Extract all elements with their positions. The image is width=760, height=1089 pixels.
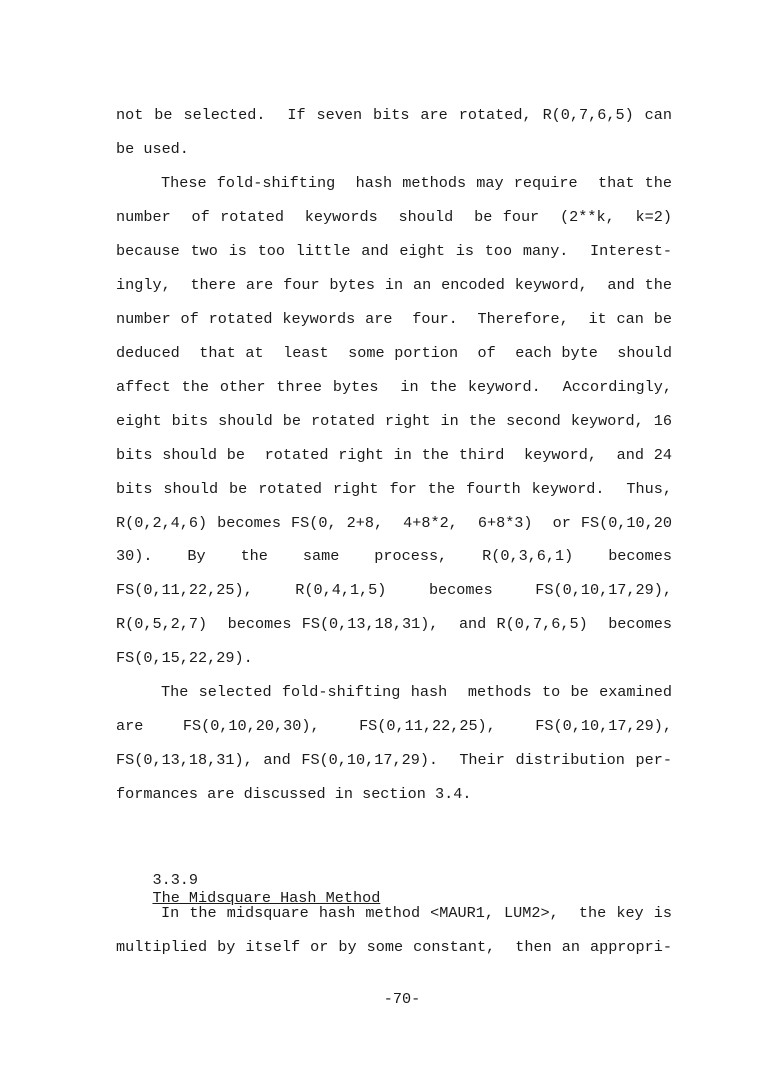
text-line: 30). By the same process, R(0,3,6,1) becomes bbox=[116, 547, 672, 565]
text-line: not be selected. If seven bits are rotated, R(0,7,6,5) can bbox=[116, 106, 672, 124]
text-line: FS(0,13,18,31), and FS(0,10,17,29). Their distribution per- bbox=[116, 751, 672, 769]
section-title: The Midsquare Hash Method bbox=[152, 889, 381, 907]
text-line: multiplied by itself or by some constant, then an appropri- bbox=[116, 938, 672, 956]
text-line: R(0,2,4,6) becomes FS(0, 2+8, 4+8*2, 6+8*3) or FS(0,10,20 bbox=[116, 514, 672, 532]
text-line: deduced that at least some portion of each byte should bbox=[116, 344, 672, 362]
text-line: eight bits should be rotated right in the second keyword, 16 bbox=[116, 412, 672, 430]
page-number: -70- bbox=[383, 990, 421, 1008]
text-line: affect the other three bytes in the keyword. Accordingly, bbox=[116, 378, 672, 396]
text-line: FS(0,15,22,29). bbox=[116, 649, 253, 667]
text-line: FS(0,11,22,25), R(0,4,1,5) becomes FS(0,10,17,29), bbox=[116, 581, 672, 599]
text-line: formances are discussed in section 3.4. bbox=[116, 785, 472, 803]
text-line: be used. bbox=[116, 140, 189, 158]
text-line: In the midsquare hash method <MAUR1, LUM2>, the key is bbox=[161, 904, 672, 922]
text-line: number of rotated keywords should be four (2**k, k=2) bbox=[116, 208, 672, 226]
text-line: ingly, there are four bytes in an encoded keyword, and the bbox=[116, 276, 672, 294]
section-number: 3.3.9 bbox=[152, 871, 199, 889]
text-line: These fold-shifting hash methods may require that the bbox=[161, 174, 672, 192]
text-line: bits should be rotated right for the fourth keyword. Thus, bbox=[116, 480, 672, 498]
text-line: number of rotated keywords are four. Therefore, it can be bbox=[116, 310, 672, 328]
text-line: bits should be rotated right in the third keyword, and 24 bbox=[116, 446, 672, 464]
text-line: The selected fold-shifting hash methods to be examined bbox=[161, 683, 672, 701]
text-line: because two is too little and eight is too many. Interest- bbox=[116, 242, 672, 260]
text-line: are FS(0,10,20,30), FS(0,11,22,25), FS(0,10,17,29), bbox=[116, 717, 672, 735]
text-line: R(0,5,2,7) becomes FS(0,13,18,31), and R(0,7,6,5) becomes bbox=[116, 615, 672, 633]
